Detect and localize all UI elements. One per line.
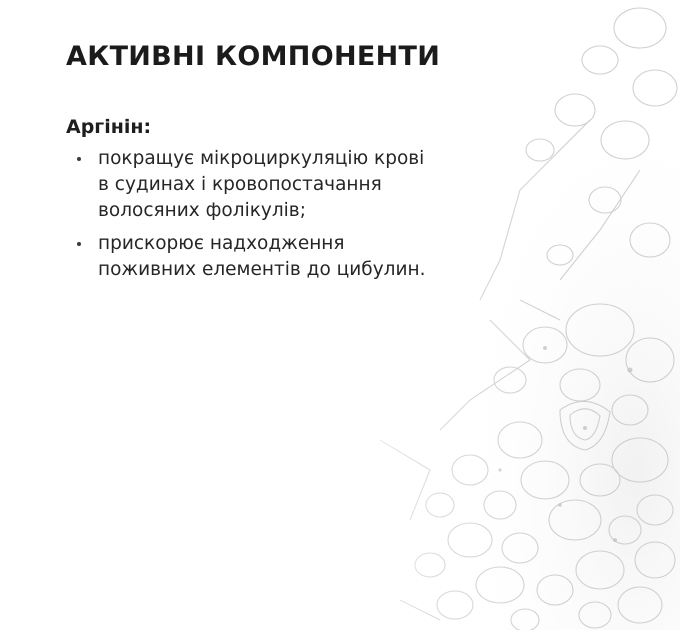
bullet-dot-icon (77, 157, 81, 161)
list-item (66, 231, 606, 283)
list-item (66, 146, 606, 224)
benefit-text: покращує мікроциркуляцію крові в судинах і кровопостачання волосяних фолікулів; (98, 148, 425, 221)
benefits-list (66, 146, 606, 283)
benefit-text: прискорює надходження поживних елементів до цибулин. (98, 233, 426, 280)
bullet-dot-icon (77, 242, 81, 246)
ingredient-name: Аргінін: (66, 116, 152, 138)
page-title: АКТИВНІ КОМПОНЕНТИ (66, 41, 441, 72)
content-block (66, 38, 606, 290)
